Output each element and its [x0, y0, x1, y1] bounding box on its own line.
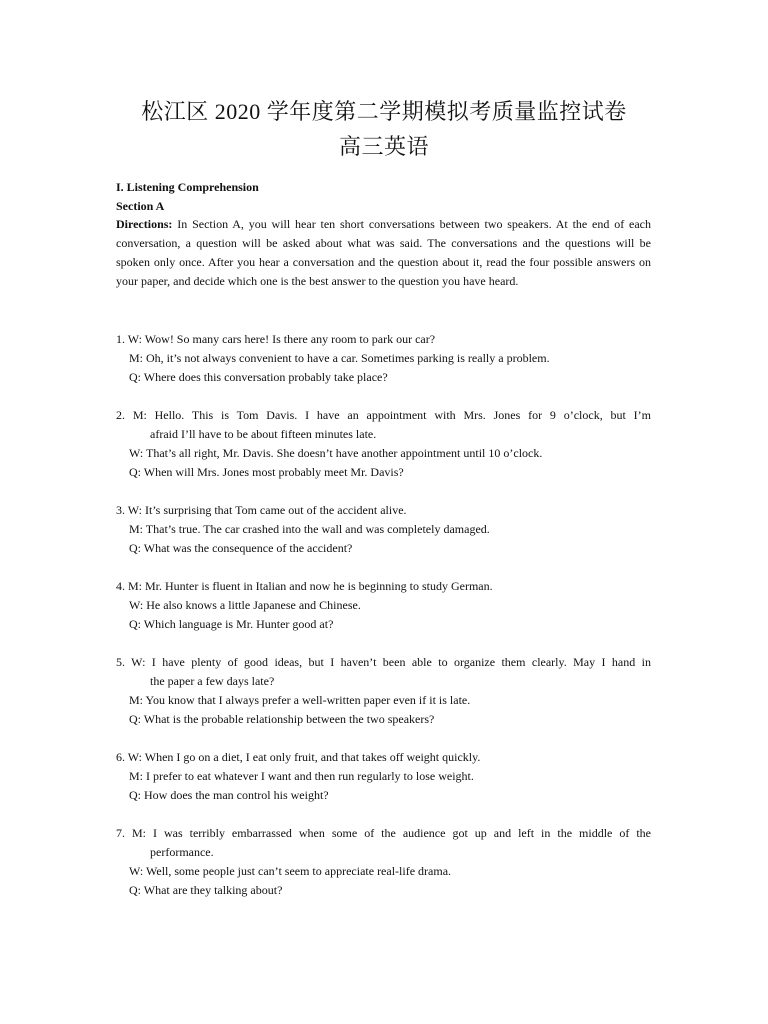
q5-line1: 5. W: I have plenty of good ideas, but I haven’t been able to organize them clearly. May I hand in [116, 655, 651, 669]
directions-label: Directions: [116, 217, 173, 231]
q2-line1-cont: afraid I’ll have to be about fifteen minutes late. [150, 427, 377, 441]
q1-line1: 1. W: Wow! So many cars here! Is there any room to park our car? [116, 332, 436, 346]
exam-subtitle: 高三英语 [338, 134, 429, 159]
q5-line1-cont: the paper a few days late? [150, 674, 275, 688]
q1-line2: M: Oh, it’s not always convenient to have a car. Sometimes parking is really a problem. [129, 351, 550, 365]
q6-line2: M: I prefer to eat whatever I want and then run regularly to lose weight. [129, 769, 474, 783]
q3-line2: M: That’s true. The car crashed into the wall and was completely damaged. [129, 522, 490, 536]
directions-text: In Section A, you will hear ten short conversations between two speakers. At the end of each conversation, a question will be asked about what was said. The conversations and the questions will be spoken only once. After you hear a conversation and the question about it, read the four possible answers on your paper, and decide which one is the best answer to the question you have heard. [116, 217, 651, 288]
q7-line1-cont: performance. [150, 845, 214, 859]
q4-line2: W: He also knows a little Japanese and Chinese. [129, 598, 361, 612]
q5-line2: M: You know that I always prefer a well-written paper even if it is late. [129, 693, 471, 707]
q6-question: Q: How does the man control his weight? [129, 788, 329, 802]
exam-title: 松江区 2020 学年度第二学期模拟考质量监控试卷 [141, 99, 627, 124]
q2-line1: 2. M: Hello. This is Tom Davis. I have an appointment with Mrs. Jones for 9 o’clock, but I’m [116, 408, 651, 422]
q3-line1: 3. W: It’s surprising that Tom came out of the accident alive. [116, 503, 407, 517]
q4-question: Q: Which language is Mr. Hunter good at? [129, 617, 334, 631]
q1-question: Q: Where does this conversation probably take place? [129, 370, 388, 384]
q6-line1: 6. W: When I go on a diet, I eat only fruit, and that takes off weight quickly. [116, 750, 481, 764]
q2-line2: W: That’s all right, Mr. Davis. She doesn’t have another appointment until 10 o’clock. [129, 446, 543, 460]
q4-line1: 4. M: Mr. Hunter is fluent in Italian and now he is beginning to study German. [116, 579, 493, 593]
part-heading: I. Listening Comprehension [116, 180, 259, 194]
q7-line2: W: Well, some people just can’t seem to appreciate real-life drama. [129, 864, 452, 878]
q2-question: Q: When will Mrs. Jones most probably meet Mr. Davis? [129, 465, 404, 479]
directions-paragraph [116, 215, 651, 291]
q5-question: Q: What is the probable relationship between the two speakers? [129, 712, 435, 726]
q7-line1: 7. M: I was terribly embarrassed when some of the audience got up and left in the middle of the [116, 826, 651, 840]
q3-question: Q: What was the consequence of the accident? [129, 541, 353, 555]
section-heading: Section A [116, 199, 165, 213]
q7-question: Q: What are they talking about? [129, 883, 283, 897]
